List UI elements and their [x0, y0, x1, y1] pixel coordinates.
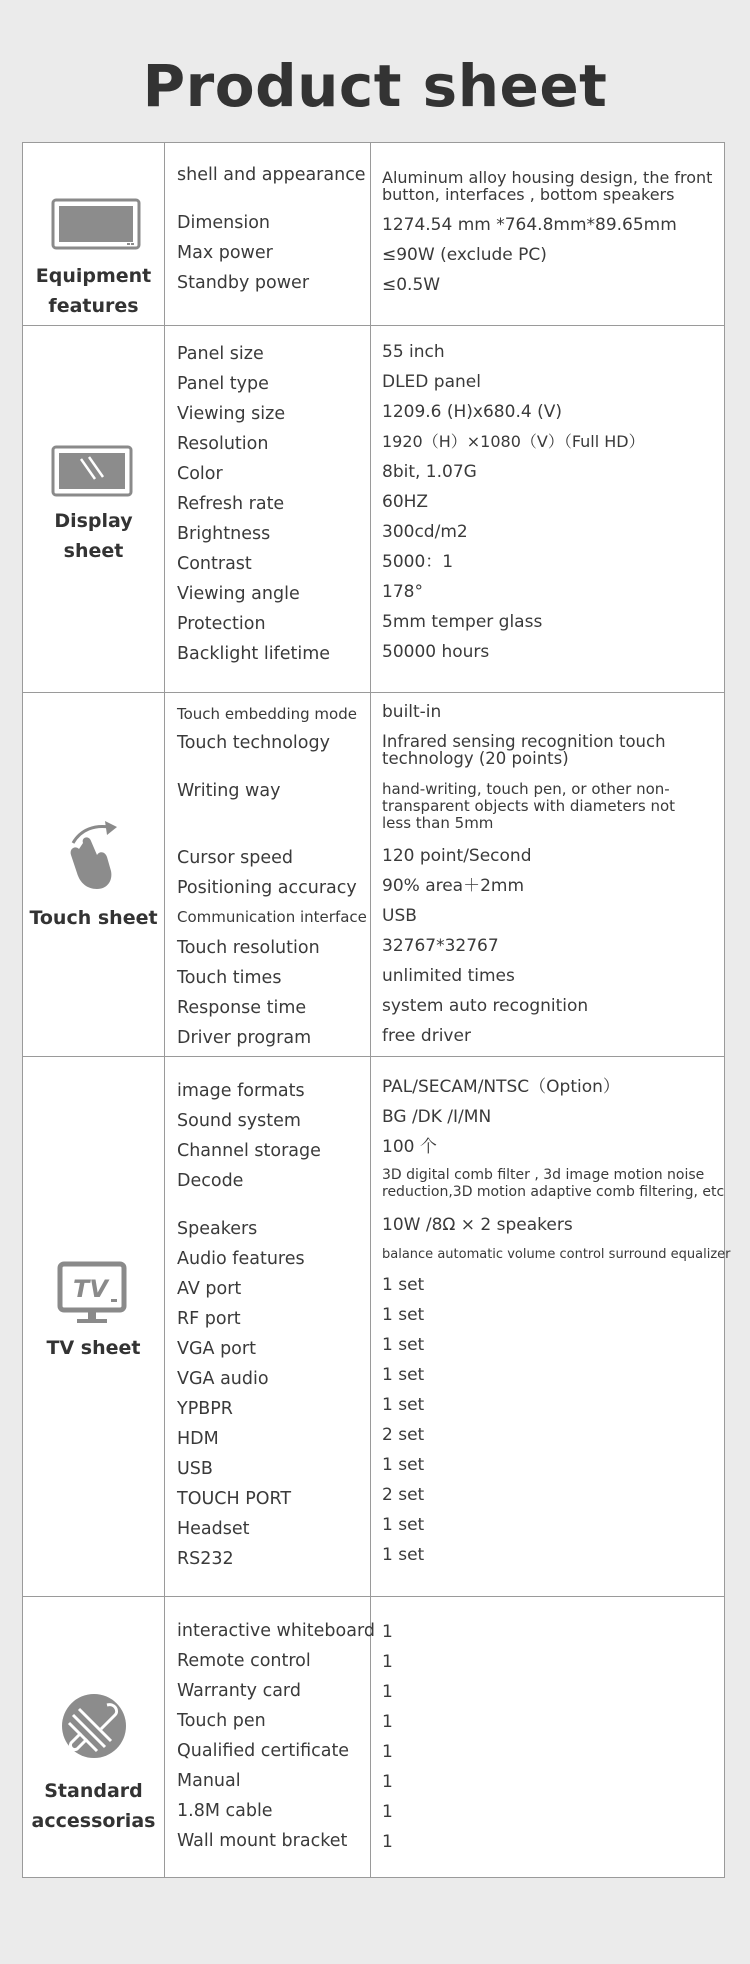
spec-value: 2 set [382, 1425, 425, 1445]
spec-label: Remote control [177, 1651, 311, 1671]
section-label-touch: Touch sheet [29, 907, 158, 929]
spec-label: Speakers [177, 1219, 258, 1239]
spec-label: Contrast [177, 554, 252, 574]
section-divider [23, 692, 724, 693]
spec-label: Touch resolution [177, 938, 320, 958]
spec-value: 1 [382, 1742, 393, 1762]
spec-label: VGA port [177, 1339, 256, 1359]
spec-label: Qualified certificate [177, 1741, 350, 1761]
spec-label: Resolution [177, 434, 269, 454]
spec-value: ≤90W (exclude PC) [382, 245, 547, 265]
spec-value: PAL/SECAM/NTSC（Option） [382, 1077, 620, 1097]
page-title: Product sheet [142, 52, 608, 120]
product-sheet-table [22, 142, 731, 1878]
spec-value: BG /DK /I/MN [382, 1107, 492, 1127]
spec-label: Refresh rate [177, 494, 285, 514]
spec-value: 55 inch [382, 342, 445, 362]
spec-label: shell and appearance [177, 165, 366, 185]
spec-label: Cursor speed [177, 848, 293, 868]
spec-value: 1 [382, 1802, 393, 1822]
spec-label: AV port [177, 1279, 242, 1299]
spec-label: Brightness [177, 524, 271, 544]
spec-label: Writing way [177, 781, 281, 801]
spec-label: Communication interface [177, 908, 367, 926]
hand-touch-icon [61, 819, 125, 895]
spec-label: Touch pen [177, 1711, 266, 1731]
spec-value: 1 set [382, 1545, 425, 1565]
spec-label: Viewing angle [177, 584, 300, 604]
spec-value: 1209.6 (H)x680.4 (V) [382, 402, 562, 422]
spec-label: Wall mount bracket [177, 1831, 348, 1851]
section-label-display: Display sheet [54, 510, 133, 562]
spec-value: 100 个 [382, 1137, 437, 1157]
spec-label: Backlight lifetime [177, 644, 331, 664]
svg-text:TV: TV [73, 1275, 108, 1303]
section-label-equipment: Equipment features [35, 265, 152, 317]
spec-value: 1 [382, 1622, 393, 1642]
spec-label: Dimension [177, 213, 271, 233]
tools-icon [61, 1693, 127, 1763]
spec-label: Touch technology [177, 733, 330, 753]
spec-value: Infrared sensing recognition touch technology (20 points) [382, 732, 666, 768]
spec-value: 1 set [382, 1335, 425, 1355]
spec-value: built-in [382, 702, 442, 722]
spec-value: 300cd/m2 [382, 522, 468, 542]
spec-value: 5000：1 [382, 552, 454, 572]
spec-value: system auto recognition [382, 996, 589, 1016]
spec-label: interactive whiteboard [177, 1621, 375, 1641]
spec-value: 90% area＋2mm [382, 876, 525, 896]
spec-label: Warranty card [177, 1681, 301, 1701]
spec-value: 1 set [382, 1515, 425, 1535]
spec-value: DLED panel [382, 372, 481, 392]
section-divider [23, 1596, 724, 1597]
display-icon [51, 445, 133, 501]
spec-label: Protection [177, 614, 266, 634]
spec-value: free driver [382, 1026, 471, 1046]
spec-label: TOUCH PORT [177, 1489, 292, 1509]
column-divider [164, 143, 165, 1877]
spec-label: Positioning accuracy [177, 878, 357, 898]
section-label-tv: TV sheet [46, 1337, 141, 1359]
spec-value: 1 [382, 1832, 393, 1852]
spec-value: 1 [382, 1682, 393, 1702]
spec-value: 60HZ [382, 492, 429, 512]
spec-label: Max power [177, 243, 273, 263]
spec-value: 120 point/Second [382, 846, 532, 866]
spec-value: 50000 hours [382, 642, 490, 662]
spec-value: Aluminum alloy housing design, the front button, interfaces , bottom speakers [382, 168, 713, 204]
spec-value: balance automatic volume control surround equalizer [382, 1247, 731, 1262]
spec-value: 3D digital comb filter , 3d image motion noise reduction,3D motion adaptive comb filtering, etc [382, 1167, 725, 1200]
spec-value: 1 set [382, 1395, 425, 1415]
spec-label: Touch times [177, 968, 282, 988]
spec-label: Headset [177, 1519, 250, 1539]
column-divider [370, 143, 371, 1877]
tv-icon [57, 1261, 127, 1329]
spec-label: image formats [177, 1081, 305, 1101]
spec-value: 178° [382, 582, 423, 602]
spec-label: Panel size [177, 344, 264, 364]
section-divider [23, 325, 724, 326]
spec-value: 10W /8Ω × 2 speakers [382, 1215, 573, 1235]
spec-value: 1 [382, 1772, 393, 1792]
spec-label: USB [177, 1459, 213, 1479]
spec-label: Touch embedding mode [177, 705, 357, 723]
spec-value: 2 set [382, 1485, 425, 1505]
spec-label: Panel type [177, 374, 269, 394]
spec-value: 1 set [382, 1305, 425, 1325]
spec-label: RS232 [177, 1549, 234, 1569]
spec-label: Manual [177, 1771, 241, 1791]
spec-label: RF port [177, 1309, 241, 1329]
spec-value: 32767*32767 [382, 936, 499, 956]
monitor-icon [51, 198, 141, 254]
spec-label: 1.8M cable [177, 1801, 273, 1821]
spec-value: 1274.54 mm *764.8mm*89.65mm [382, 215, 677, 235]
spec-label: Standby power [177, 273, 310, 293]
spec-value: USB [382, 906, 417, 926]
spec-value: ≤0.5W [382, 275, 441, 295]
spec-label: Decode [177, 1171, 244, 1191]
spec-value: 1 [382, 1652, 393, 1672]
section-divider [23, 1056, 724, 1057]
spec-label: Sound system [177, 1111, 301, 1131]
spec-value: hand-writing, touch pen, or other non-transparent objects with diameters not less than 5mm [382, 780, 676, 832]
spec-value: 1 [382, 1712, 393, 1732]
spec-label: HDM [177, 1429, 219, 1449]
spec-value: 1 set [382, 1275, 425, 1295]
spec-label: YPBPR [177, 1399, 233, 1419]
spec-label: Response time [177, 998, 307, 1018]
spec-value: unlimited times [382, 966, 515, 986]
spec-value: 5mm temper glass [382, 612, 543, 632]
spec-value: 1 set [382, 1455, 425, 1475]
spec-label: VGA audio [177, 1369, 269, 1389]
spec-value: 1920（H）×1080（V）（Full HD） [382, 432, 645, 451]
spec-label: Channel storage [177, 1141, 321, 1161]
spec-value: 1 set [382, 1365, 425, 1385]
section-label-accessories: Standard accessorias [31, 1780, 156, 1832]
spec-value: 8bit, 1.07G [382, 462, 477, 482]
spec-label: Audio features [177, 1249, 305, 1269]
spec-label: Color [177, 464, 223, 484]
spec-label: Driver program [177, 1028, 312, 1048]
spec-label: Viewing size [177, 404, 286, 424]
